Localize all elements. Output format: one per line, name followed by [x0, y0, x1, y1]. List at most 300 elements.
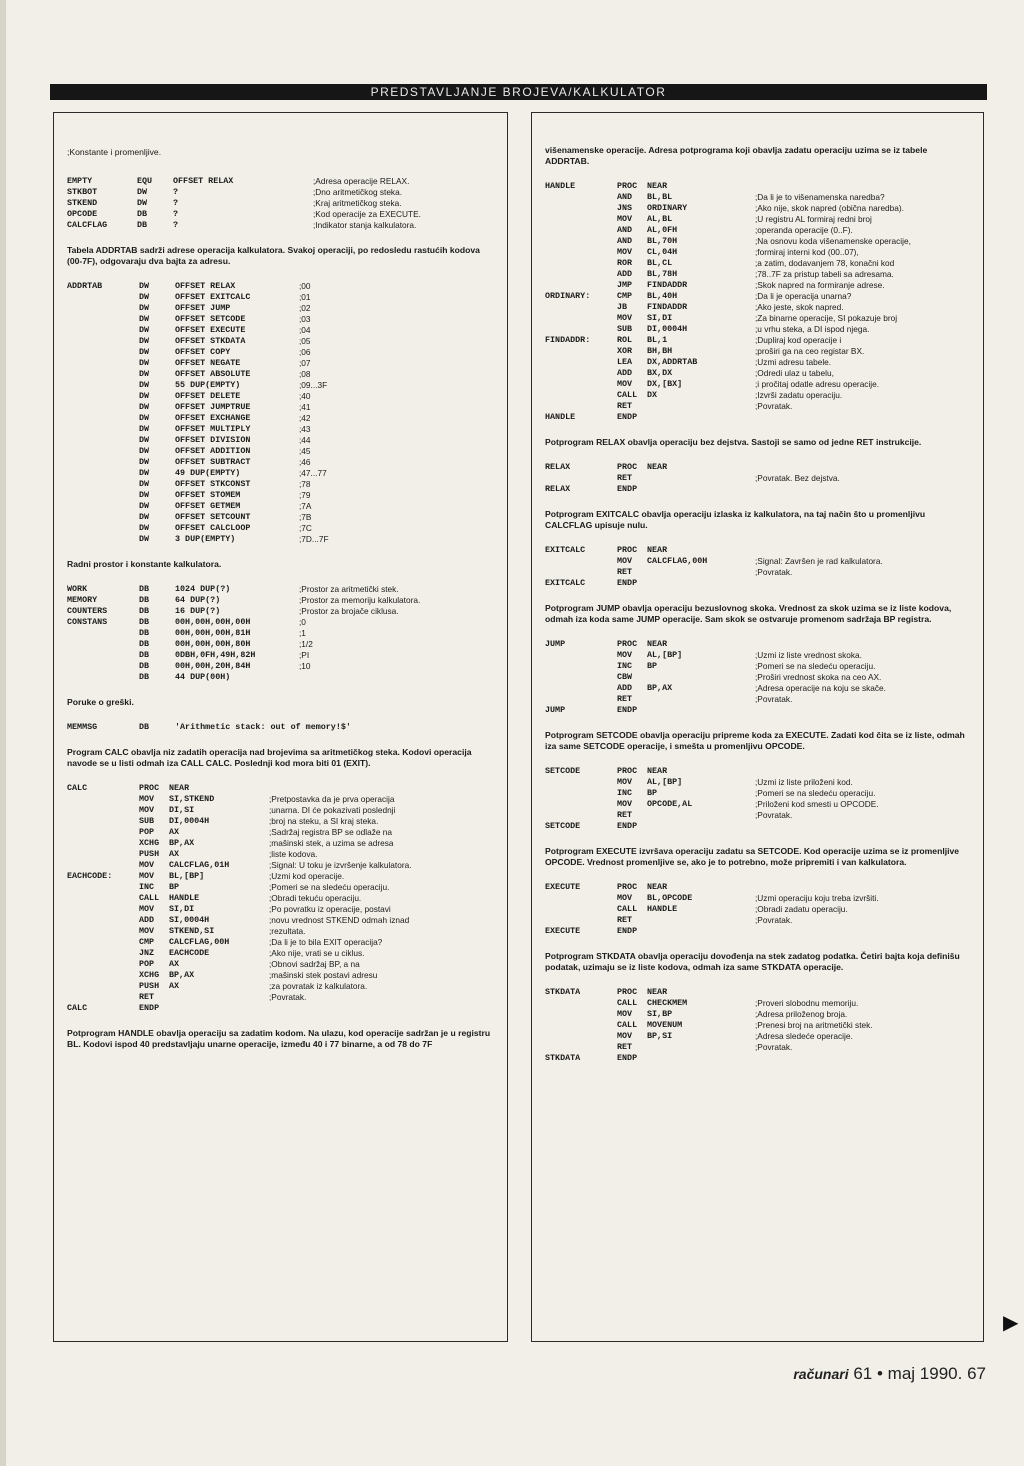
code-operand: BX,DX [647, 368, 673, 378]
code-label: CALC [67, 783, 88, 793]
code-comment: ;za povratak iz kalkulatora. [269, 981, 368, 991]
code-comment: ;09...3F [299, 380, 328, 390]
code-mnemonic: DB [139, 595, 150, 605]
code-line [67, 176, 495, 187]
code-operand: OFFSET JUMPTRUE [175, 402, 251, 412]
code-label [545, 225, 617, 236]
code-mnemonic: PROC [617, 882, 638, 892]
code-comment: ;Kraj aritmetičkog steka. [313, 198, 402, 208]
code-line [545, 225, 971, 236]
code-comment: ;Ako nije, vrati se u ciklus. [269, 948, 365, 958]
code-mnemonic: MOV [617, 650, 633, 660]
code-operand [647, 1042, 755, 1053]
code-mnemonic: DW [139, 512, 150, 522]
code-operand: AX [169, 849, 180, 859]
code-line [67, 380, 495, 391]
code-label: WORK [67, 584, 88, 594]
code-comment: ;Pomeri se na sledeću operaciju. [755, 661, 876, 671]
code-mnemonic: MOV [617, 379, 633, 389]
code-label [67, 468, 139, 479]
code-operand: AL,[BP] [647, 650, 683, 660]
code-line [67, 992, 495, 1003]
code-mnemonic: DW [139, 336, 150, 346]
code-line [545, 766, 971, 777]
code-mnemonic: DW [139, 314, 150, 324]
code-label [67, 380, 139, 391]
code-mnemonic: CALL [617, 1020, 638, 1030]
code-mnemonic: DW [139, 479, 150, 489]
code-operand: OFFSET SUBTRACT [175, 457, 251, 467]
code-comment: ;Proširi vrednost skoka na ceo AX. [755, 672, 882, 682]
code-comment: ;Adresa sledeće operacije. [755, 1031, 853, 1041]
code-line [67, 220, 495, 231]
code-mnemonic: RET [617, 473, 633, 483]
code-line [67, 281, 495, 292]
code-mnemonic: MOV [139, 871, 155, 881]
code-operand: OFFSET SETCOUNT [175, 512, 251, 522]
code-line [545, 788, 971, 799]
code-comment [755, 882, 971, 893]
code-label [67, 628, 139, 639]
code-label [67, 292, 139, 303]
code-comment [299, 672, 495, 683]
code-block [67, 783, 495, 1014]
code-mnemonic: AND [617, 236, 633, 246]
code-operand: 3 DUP(EMPTY) [175, 534, 236, 544]
code-label [545, 915, 617, 926]
code-line [67, 391, 495, 402]
code-operand: ? [173, 187, 179, 197]
code-comment: ;proširi ga na ceo registar BX. [755, 346, 865, 356]
code-mnemonic: AND [617, 192, 633, 202]
code-comment: ;42 [299, 413, 311, 423]
code-line [67, 926, 495, 937]
code-label [67, 369, 139, 380]
code-comment [755, 484, 971, 495]
code-operand: BL,OPCODE [647, 893, 693, 903]
code-comment: ;u vrhu steka, a DI ispod njega. [755, 324, 870, 334]
code-line [545, 915, 971, 926]
code-line [67, 347, 495, 358]
code-label [545, 998, 617, 1009]
code-line [67, 198, 495, 209]
code-operand: AL,BL [647, 214, 673, 224]
code-line [67, 937, 495, 948]
code-mnemonic: DB [139, 628, 150, 638]
code-operand: NEAR [647, 462, 668, 472]
code-mnemonic: ENDP [617, 412, 638, 422]
code-operand: OFFSET DELETE [175, 391, 241, 401]
code-operand [647, 705, 755, 716]
code-label: CALCFLAG [67, 220, 108, 230]
code-comment: ;Prostor za brojače ciklusa. [299, 606, 399, 616]
code-line [67, 606, 495, 617]
code-label [545, 788, 617, 799]
code-comment: ;Signal: Završen je rad kalkulatora. [755, 556, 883, 566]
code-line [545, 893, 971, 904]
code-mnemonic: PROC [617, 545, 638, 555]
page-footer [793, 1364, 986, 1384]
code-line [67, 187, 495, 198]
code-comment: ;1 [299, 628, 306, 638]
bullet-icon: • [876, 1364, 883, 1383]
code-line [67, 661, 495, 672]
code-block [67, 584, 495, 683]
code-label [545, 650, 617, 661]
code-mnemonic: ENDP [617, 1053, 638, 1063]
issue-number: 61 [853, 1364, 873, 1383]
code-operand: DI,0004H [647, 324, 688, 334]
code-label [67, 358, 139, 369]
code-mnemonic: DW [139, 380, 150, 390]
code-mnemonic: MOV [617, 247, 633, 257]
code-comment: ;i pročitaj odatle adresu operacije. [755, 379, 880, 389]
code-operand [647, 578, 755, 589]
code-comment: ;05 [299, 336, 311, 346]
code-mnemonic: PUSH [139, 981, 160, 991]
code-operand: NEAR [647, 766, 668, 776]
code-comment: ;a zatim, dodavanjem 78, konačni kod [755, 258, 895, 268]
code-comment: ;unarna. DI će pokazivati poslednji [269, 805, 396, 815]
code-mnemonic: MOV [617, 1009, 633, 1019]
code-operand: DX,ADDRTAB [647, 357, 698, 367]
code-label [67, 860, 139, 871]
left-column [53, 112, 508, 1342]
code-operand: BP,AX [169, 970, 195, 980]
code-mnemonic: RET [617, 567, 633, 577]
code-line [67, 882, 495, 893]
code-label [545, 683, 617, 694]
code-operand: FINDADDR [647, 280, 688, 290]
code-operand: OFFSET DIVISION [175, 435, 251, 445]
code-operand: NEAR [647, 987, 668, 997]
code-line [545, 291, 971, 302]
code-mnemonic: DB [139, 606, 150, 616]
code-label [67, 937, 139, 948]
code-label [545, 214, 617, 225]
code-line [67, 446, 495, 457]
code-label [545, 302, 617, 313]
code-label: MEMMSG [67, 722, 98, 732]
paragraph: Potprogram JUMP obavlja operaciju bezuslovnog skoka. Vrednost za skok uzima se iz liste kodova, odmah iza koda same JUMP operacije. Sam skok se ostvaruje promenom sadržaja BP registra. [545, 603, 952, 624]
code-label [545, 672, 617, 683]
code-mnemonic: DW [139, 281, 150, 291]
code-operand: CL,04H [647, 247, 678, 257]
code-operand: SI,DI [647, 313, 673, 323]
code-operand: DX [647, 390, 658, 400]
code-operand [647, 821, 755, 832]
code-operand: BP,AX [169, 838, 195, 848]
code-mnemonic: MOV [139, 904, 155, 914]
code-mnemonic: DW [139, 325, 150, 335]
code-mnemonic: JMP [617, 280, 633, 290]
code-operand: CALCFLAG,00H [169, 937, 230, 947]
code-operand [647, 694, 755, 705]
code-comment: ;mašinski stek, a uzima se adresa [269, 838, 394, 848]
code-operand: CALCFLAG,00H [647, 556, 708, 566]
code-mnemonic: SUB [139, 816, 155, 826]
code-comment: ;PI [299, 650, 310, 660]
code-line [545, 390, 971, 401]
code-label [545, 203, 617, 214]
code-line [67, 314, 495, 325]
code-line [67, 479, 495, 490]
code-label: STKBOT [67, 187, 98, 197]
code-mnemonic: RET [617, 915, 633, 925]
code-comment: ;formiraj interni kod (00..07), [755, 247, 859, 257]
code-operand: BL,70H [647, 236, 678, 246]
code-operand: SI,DI [169, 904, 195, 914]
code-comment: ;7C [299, 523, 312, 533]
code-operand: OFFSET MULTIPLY [175, 424, 251, 434]
code-block [545, 639, 971, 716]
code-comment: ;00 [299, 281, 311, 291]
code-comment: ;Povratak. [755, 401, 793, 411]
code-comment: ;7D...7F [299, 534, 329, 544]
code-comment: ;Dupliraj kod operacije i [755, 335, 842, 345]
code-label: HANDLE [545, 181, 576, 191]
code-operand: OFFSET EXCHANGE [175, 413, 251, 423]
code-mnemonic: PROC [617, 181, 638, 191]
paragraph: Poruke o greški. [67, 697, 134, 707]
code-line [545, 998, 971, 1009]
code-mnemonic: LEA [617, 357, 633, 367]
code-block [545, 181, 971, 423]
code-label: EACHCODE: [67, 871, 113, 881]
code-operand: HANDLE [169, 893, 200, 903]
code-mnemonic: MOV [617, 556, 633, 566]
code-line [545, 412, 971, 423]
code-label: FINDADDR: [545, 335, 591, 345]
code-mnemonic: ROR [617, 258, 633, 268]
code-comment: ;Za binarne operacije, SI pokazuje broj [755, 313, 898, 323]
code-operand: ? [173, 209, 179, 219]
code-mnemonic: POP [139, 827, 155, 837]
code-mnemonic: DW [137, 198, 148, 208]
code-line [545, 683, 971, 694]
code-comment: ;Signal: U toku je izvršenje kalkulatora. [269, 860, 412, 870]
code-line [545, 904, 971, 915]
code-line [67, 369, 495, 380]
code-line [67, 981, 495, 992]
code-label [67, 303, 139, 314]
code-comment: ;Ako nije, skok napred (obična naredba). [755, 203, 904, 213]
code-label [67, 435, 139, 446]
code-comment: ;04 [299, 325, 311, 335]
code-line [545, 335, 971, 346]
code-operand [647, 810, 755, 821]
code-comment [755, 926, 971, 937]
code-operand: 'Arithmetic stack: out of memory!$' [175, 722, 351, 732]
code-line [67, 435, 495, 446]
code-operand [647, 915, 755, 926]
code-line [545, 1031, 971, 1042]
code-label [67, 805, 139, 816]
code-operand [647, 484, 755, 495]
code-line [67, 501, 495, 512]
code-comment [755, 766, 971, 777]
code-mnemonic: PROC [139, 783, 160, 793]
code-line [545, 357, 971, 368]
code-label [67, 838, 139, 849]
code-label: SETCODE [545, 821, 581, 831]
right-column [531, 112, 984, 1342]
code-label [67, 413, 139, 424]
code-label [545, 893, 617, 904]
code-label [67, 915, 139, 926]
code-mnemonic: RET [617, 694, 633, 704]
code-comment: ;operanda operacije (0..F). [755, 225, 853, 235]
code-operand: CHECKMEM [647, 998, 688, 1008]
code-operand: BL,CL [647, 258, 673, 268]
code-label [545, 661, 617, 672]
code-line [545, 280, 971, 291]
code-comment: ;Po povratku iz operacije, postavi [269, 904, 391, 914]
code-line [67, 722, 495, 733]
code-label [67, 314, 139, 325]
continue-arrow-icon: ▶ [1003, 1312, 1019, 1334]
code-mnemonic: ENDP [617, 578, 638, 588]
code-comment: ;Izvrši zadatu operaciju. [755, 390, 843, 400]
code-mnemonic: ADD [617, 683, 633, 693]
code-label: STKEND [67, 198, 98, 208]
code-mnemonic: XCHG [139, 970, 160, 980]
code-label [545, 810, 617, 821]
code-comment: ;08 [299, 369, 311, 379]
code-comment: ;Obnovi sadržaj BP, a na [269, 959, 360, 969]
code-operand: EACHCODE [169, 948, 210, 958]
code-line [67, 336, 495, 347]
code-mnemonic: RET [617, 401, 633, 411]
code-label: RELAX [545, 484, 571, 494]
issue-date: maj 1990. [887, 1364, 963, 1383]
code-operand: SI,0004H [169, 915, 210, 925]
code-line [545, 661, 971, 672]
code-label: CONSTANS [67, 617, 108, 627]
code-mnemonic: DB [137, 220, 148, 230]
code-line [545, 324, 971, 335]
code-operand: SI,STKEND [169, 794, 215, 804]
code-line [545, 578, 971, 589]
code-mnemonic: ENDP [139, 1003, 160, 1013]
code-mnemonic: INC [617, 788, 633, 798]
code-line [545, 1009, 971, 1020]
code-mnemonic: MOV [139, 794, 155, 804]
code-comment: ;Sadržaj registra BP se odlaže na [269, 827, 392, 837]
code-label [67, 501, 139, 512]
code-comment: ;43 [299, 424, 311, 434]
code-comment: ;Povratak. Bez dejstva. [755, 473, 840, 483]
code-comment [269, 783, 495, 794]
code-operand: OFFSET JUMP [175, 303, 231, 313]
code-operand [647, 401, 755, 412]
code-line [545, 799, 971, 810]
code-label [545, 346, 617, 357]
code-operand: BH,BH [647, 346, 673, 356]
code-label [67, 336, 139, 347]
code-block [545, 766, 971, 832]
code-label: STKDATA [545, 1053, 581, 1063]
paragraph: Radni prostor i konstante kalkulatora. [67, 559, 222, 569]
code-label: JUMP [545, 705, 566, 715]
code-mnemonic: DB [139, 661, 150, 671]
code-mnemonic: DB [139, 722, 150, 732]
code-operand: 0DBH,0FH,49H,82H [175, 650, 256, 660]
code-line [545, 882, 971, 893]
code-line [545, 484, 971, 495]
code-operand: OFFSET COPY [175, 347, 231, 357]
code-line [67, 805, 495, 816]
code-line [67, 860, 495, 871]
code-label [67, 882, 139, 893]
code-label [545, 192, 617, 203]
code-operand: 00H,00H,00H,80H [175, 639, 251, 649]
code-mnemonic: PROC [617, 639, 638, 649]
section-header: PREDSTAVLJANJE BROJEVA/KALKULATOR [50, 84, 987, 100]
code-operand [647, 1053, 755, 1064]
code-comment: ;02 [299, 303, 311, 313]
code-operand: DI,SI [169, 805, 195, 815]
code-label [67, 970, 139, 981]
code-label [67, 794, 139, 805]
code-operand: BP [647, 788, 658, 798]
code-mnemonic: DW [139, 424, 150, 434]
code-mnemonic: CALL [139, 893, 160, 903]
code-line [545, 379, 971, 390]
code-operand: 44 DUP(00H) [175, 672, 231, 682]
code-label [545, 904, 617, 915]
code-label [67, 479, 139, 490]
code-label [545, 236, 617, 247]
code-line [545, 650, 971, 661]
code-line [67, 948, 495, 959]
code-label [67, 424, 139, 435]
code-comment [755, 639, 971, 650]
code-mnemonic: INC [139, 882, 155, 892]
code-operand: OFFSET STOMEM [175, 490, 241, 500]
code-operand [647, 567, 755, 578]
code-operand: BL,40H [647, 291, 678, 301]
code-mnemonic: DW [139, 446, 150, 456]
code-label [545, 556, 617, 567]
code-label [67, 827, 139, 838]
code-label [67, 992, 139, 1003]
code-mnemonic: MOV [139, 860, 155, 870]
code-label [67, 512, 139, 523]
code-line [67, 402, 495, 413]
code-line [67, 838, 495, 849]
code-label [545, 390, 617, 401]
code-operand: CALCFLAG,01H [169, 860, 230, 870]
code-line [545, 181, 971, 192]
code-line [545, 313, 971, 324]
code-operand: 64 DUP(?) [175, 595, 221, 605]
code-line [67, 303, 495, 314]
code-mnemonic: PROC [617, 766, 638, 776]
code-mnemonic: DW [139, 501, 150, 511]
code-label [545, 694, 617, 705]
code-mnemonic: MOV [139, 926, 155, 936]
code-mnemonic: DB [139, 650, 150, 660]
code-line [67, 512, 495, 523]
code-operand: AX [169, 959, 180, 969]
code-label [545, 1042, 617, 1053]
code-operand: DI,0004H [169, 816, 210, 826]
code-comment: ;Da li je to višenamenska naredba? [755, 192, 885, 202]
code-label [545, 324, 617, 335]
code-operand: 16 DUP(?) [175, 606, 221, 616]
code-comment: ;Da li je operacija unarna? [755, 291, 852, 301]
